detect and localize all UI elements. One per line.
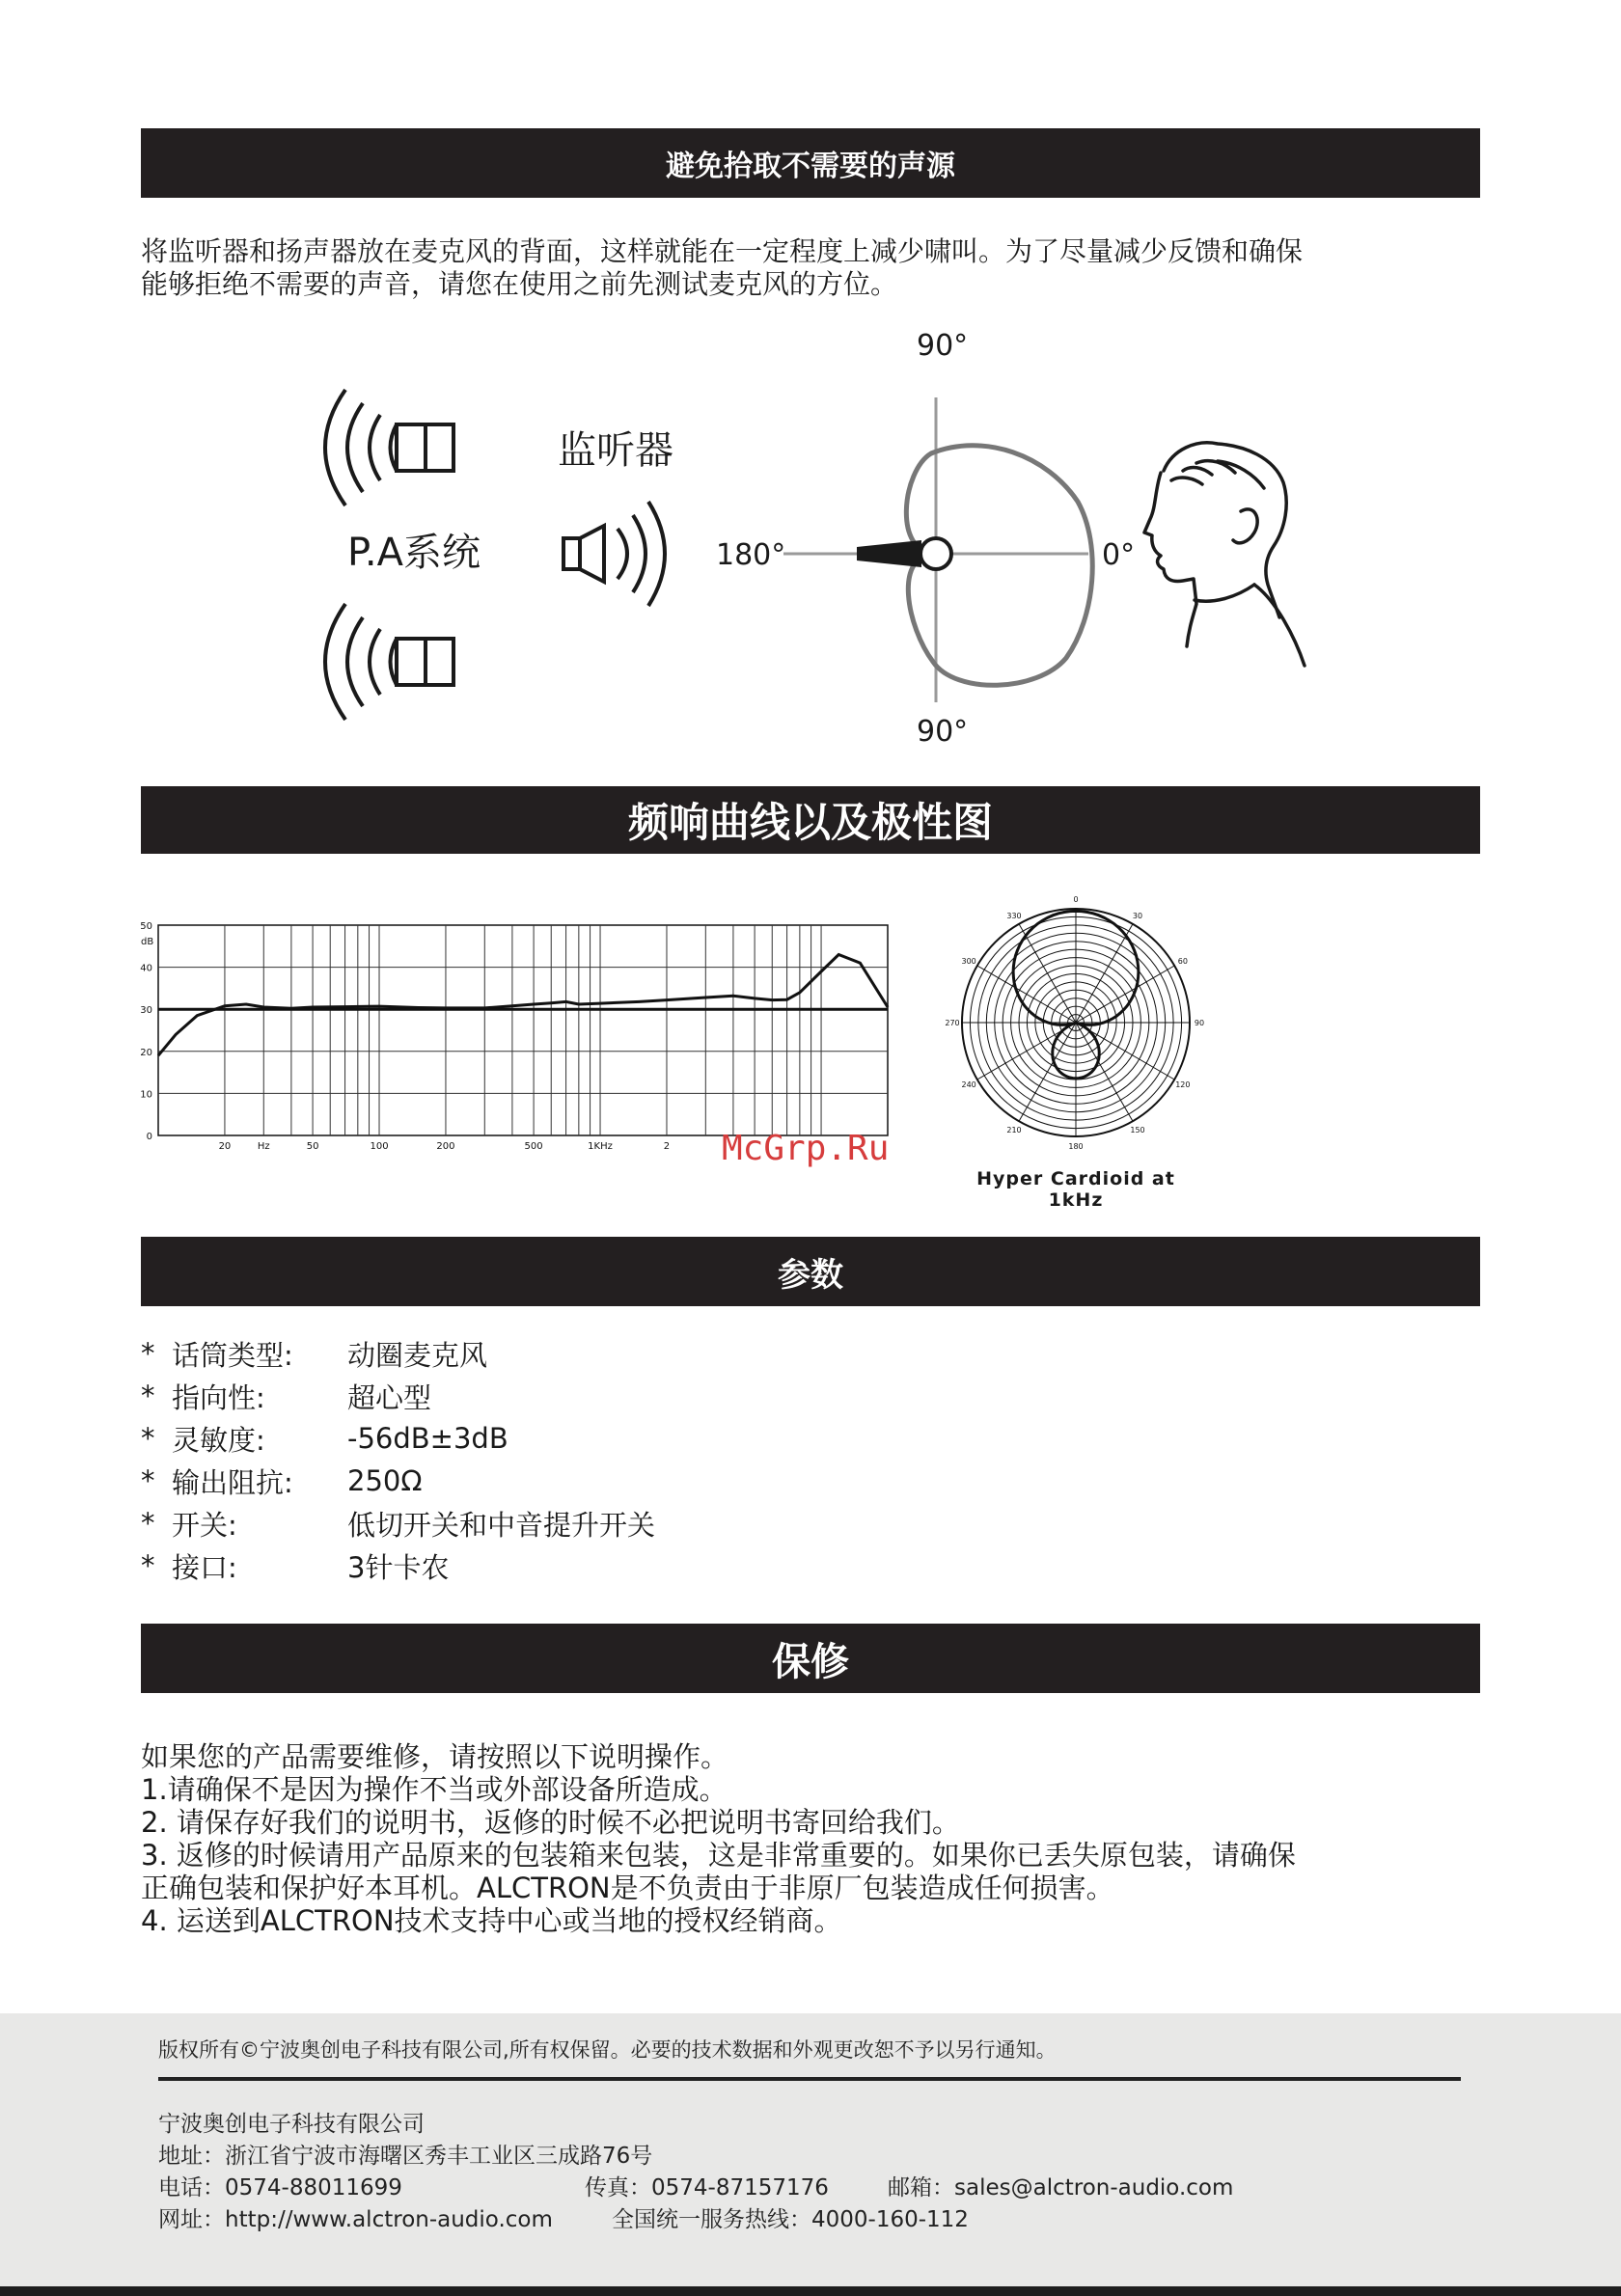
spec-key: 灵敏度:: [172, 1423, 265, 1457]
polar-angle-label: 30: [1132, 912, 1143, 921]
bullet: *: [141, 1337, 155, 1370]
section-title: 避免拾取不需要的声源: [666, 150, 955, 183]
angle-label-right: 0°: [1102, 538, 1136, 572]
polar-angle-label: 180: [1068, 1142, 1084, 1151]
spec-row: [141, 1504, 655, 1543]
section-header-warranty: [141, 1624, 1480, 1693]
spec-row: [141, 1377, 431, 1415]
microphone-icon: [857, 538, 951, 569]
warranty-line: 1.请确保不是因为操作不当或外部设备所造成。: [141, 1773, 728, 1806]
speaker-icon: [325, 390, 453, 506]
x-tick-label: 2: [663, 1141, 671, 1152]
warranty-line: 3. 返修的时候请用产品原来的包装箱来包装，这是非常重要的。如果你已丢失原包装，请确保: [141, 1839, 1296, 1872]
spec-value: 低切开关和中音提升开关: [347, 1508, 656, 1542]
y-tick-label: 20: [140, 1047, 152, 1058]
x-tick-label: 500: [524, 1141, 543, 1152]
y-tick-label: 0: [146, 1132, 152, 1142]
polar-angle-label: 90: [1194, 1019, 1205, 1027]
warranty-line: 如果您的产品需要维修，请按照以下说明操作。: [141, 1740, 729, 1773]
spec-key: 指向性:: [172, 1380, 265, 1414]
spec-row: [141, 1334, 487, 1373]
polar-angle-label: 210: [1006, 1125, 1022, 1134]
bullet: *: [141, 1507, 155, 1540]
angle-label-top: 90°: [917, 329, 969, 363]
x-tick-label: 100: [370, 1141, 389, 1152]
company-address: 地址：浙江省宁波市海曙区秀丰工业区三成路76号: [158, 2144, 653, 2169]
spec-value: -56dB±3dB: [347, 1422, 508, 1455]
x-tick-label: 200: [436, 1141, 455, 1152]
polar-angle-label: 150: [1130, 1125, 1145, 1134]
speaker-icon: [325, 604, 453, 720]
spec-row: [141, 1462, 423, 1500]
polar-angle-label: 240: [961, 1080, 976, 1089]
x-tick-label: 50: [306, 1141, 319, 1152]
fax-number: 传真：0574-87157176: [585, 2175, 829, 2200]
phone-number: 电话：0574-88011699: [158, 2175, 402, 2200]
warranty-paragraph: [141, 1740, 1492, 1937]
section-title: 参数: [778, 1255, 843, 1295]
y-tick-label: 30: [140, 1005, 152, 1017]
spec-key: 话筒类型:: [172, 1338, 293, 1372]
chart-frame: [158, 925, 888, 1135]
pa-system-label: P.A系统: [347, 531, 481, 575]
section-header-avoid-pickup: [141, 128, 1480, 198]
spec-value: 动圈麦克风: [347, 1338, 488, 1372]
spec-row: [141, 1419, 508, 1458]
spec-key: 输出阻抗:: [172, 1465, 293, 1499]
x-tick-label: Hz: [257, 1141, 270, 1152]
warranty-line: 2. 请保存好我们的说明书，返修的时候不必把说明书寄回给我们。: [141, 1806, 960, 1839]
footer: [0, 2013, 1621, 2286]
bullet: *: [141, 1464, 155, 1497]
monitor-speaker-icon: [563, 502, 665, 606]
polar-angle-label: 330: [1006, 912, 1022, 921]
polar-angle-label: 270: [945, 1019, 960, 1027]
intro-paragraph: [141, 235, 1492, 301]
bullet: *: [141, 1380, 155, 1412]
bullet: *: [141, 1549, 155, 1582]
polar-pattern-chart: [936, 892, 1216, 1153]
polar-angle-label: 120: [1175, 1080, 1191, 1089]
y-tick-label: 10: [140, 1089, 152, 1101]
y-tick-label: 50: [140, 921, 152, 932]
monitor-label: 监听器: [558, 428, 673, 473]
warranty-line: 正确包装和保护好本耳机。ALCTRON是不负责由于非原厂包装造成任何损害。: [141, 1872, 1114, 1904]
angle-label-left: 180°: [716, 538, 786, 572]
x-tick-label: 1KHz: [588, 1141, 613, 1152]
bottom-edge-band: [0, 2286, 1621, 2296]
spec-row: [141, 1546, 449, 1585]
section-title: 保修: [772, 1639, 849, 1684]
intro-line: 能够拒绝不需要的声音，请您在使用之前先测试麦克风的方位。: [141, 268, 898, 300]
polar-angle-label: 0: [1073, 895, 1079, 904]
spec-key: 接口:: [172, 1550, 237, 1584]
angle-label-bottom: 90°: [917, 715, 969, 749]
polar-angle-label: 300: [961, 957, 976, 966]
email-link[interactable]: 邮箱：sales@alctron-audio.com: [888, 2175, 1234, 2200]
spec-value: 3针卡农: [347, 1550, 450, 1584]
listener-head-icon: [1144, 443, 1305, 666]
service-hotline: 全国统一服务热线：4000-160-112: [612, 2207, 969, 2232]
bullet: *: [141, 1422, 155, 1455]
polar-chart-title: Hyper Cardioid at 1kHz: [976, 1168, 1175, 1211]
x-tick-label: 20: [218, 1141, 232, 1152]
spec-value: 250Ω: [347, 1464, 423, 1497]
placement-diagram: [0, 318, 1621, 762]
frequency-response-chart: [135, 912, 907, 1162]
section-header-specs: [141, 1237, 1480, 1306]
y-tick-label: 40: [140, 963, 152, 974]
intro-line: 将监听器和扬声器放在麦克风的背面，这样就能在一定程度上减少啸叫。为了尽量减少反馈和确保: [141, 235, 1304, 267]
spec-value: 超心型: [347, 1380, 432, 1414]
company-name: 宁波奥创电子科技有限公司: [158, 2112, 425, 2137]
section-header-frequency: [141, 786, 1480, 854]
y-axis-unit: dB: [141, 937, 154, 947]
spec-key: 开关:: [172, 1508, 237, 1542]
footer-divider: [158, 2077, 1461, 2081]
copyright-notice: 版权所有©宁波奥创电子科技有限公司,所有权保留。必要的技术数据和外观更改恕不予以另行通知。: [158, 2038, 1057, 2062]
section-title: 频响曲线以及极性图: [627, 799, 993, 846]
polar-angle-label: 60: [1177, 957, 1188, 966]
response-curve: [158, 955, 888, 1056]
warranty-line: 4. 运送到ALCTRON技术支持中心或当地的授权经销商。: [141, 1904, 842, 1937]
website-link[interactable]: 网址：http://www.alctron-audio.com: [158, 2207, 553, 2232]
watermark: McGrp.Ru: [722, 1129, 890, 1168]
